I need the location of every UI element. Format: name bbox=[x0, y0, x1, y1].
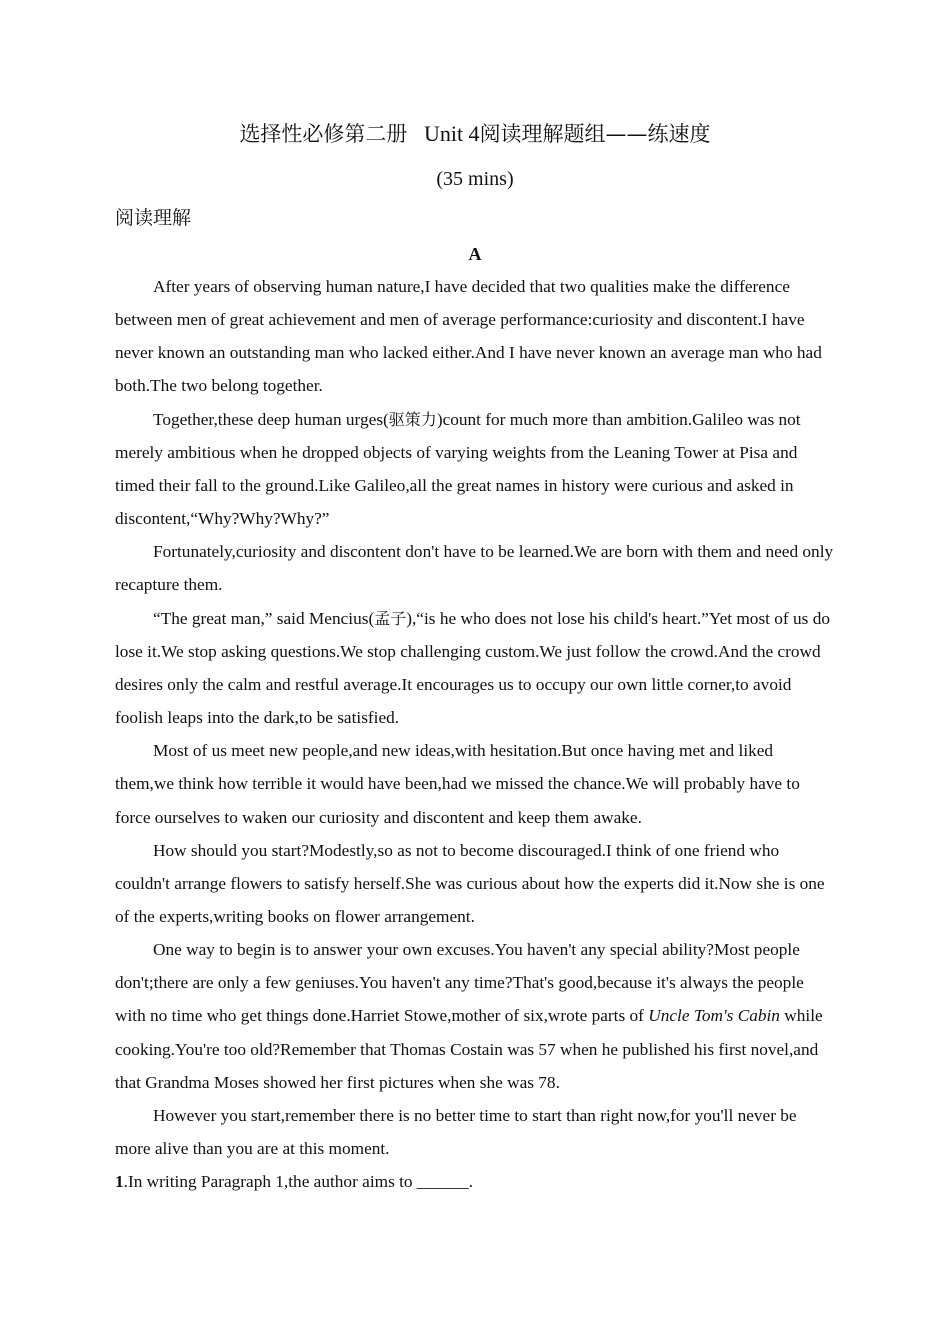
title-cn-suffix: 阅读理解题组——练速度 bbox=[479, 122, 711, 146]
page-title bbox=[0, 117, 950, 151]
gloss-cn: 驱策力 bbox=[388, 409, 437, 429]
book-title: Uncle Tom's Cabin bbox=[648, 1006, 780, 1026]
paragraph-2: Together,these deep human urges(驱策力)count for much more than ambition.Galileo was not merely ambitious when he dropped objects of varying weights from the Leaning Tower at Pisa and timed their fall to the ground.Like Galileo,all the great names in history were curious and asked in discontent,“Why?Why?Why?” bbox=[115, 409, 801, 529]
paragraph-8: However you start,remember there is no better time to start than right now,for you'll never be more alive than you are at this moment. bbox=[115, 1105, 797, 1159]
gloss-cn: 孟子 bbox=[374, 608, 407, 628]
question-1 bbox=[115, 1165, 835, 1198]
paragraph-1: After years of observing human nature,I have decided that two qualities make the difference between men of great achievement and men of average performance:curiosity and discontent.I have never known an outstanding man who lacked either.And I have never known an average man who had both.The two belong together. bbox=[115, 277, 822, 396]
title-unit: Unit 4 bbox=[423, 121, 480, 146]
passage-label: A bbox=[468, 244, 482, 264]
paragraph-4: “The great man,” said Mencius(孟子),“is he who does not lose his child's heart.”Yet most of us do lose it.We stop asking questions.We stop challenging custom.We just follow the crowd.And the crowd desires only the calm and restful average.It encourages us to occupy our own little corner,to avoid foolish leaps into the dark,to be satisfied. bbox=[115, 608, 830, 728]
paragraph-7: One way to begin is to answer your own excuses.You haven't any special ability?Most people don't;there are only a few geniuses.You haven't any time?That's good,because it's always the people with no time who get things done.Harriet Stowe,mother of six,wrote parts of Uncle Tom's Cabin while cooking.You're too old?Remember that Thomas Costain was 57 when he published his first novel,and that Grandma Moses showed her first pictures when she was 78. bbox=[115, 940, 823, 1092]
time-limit: (35 mins) bbox=[436, 168, 514, 190]
question-text: .In writing Paragraph 1,the author aims to ______. bbox=[123, 1172, 474, 1192]
paragraph-6: How should you start?Modestly,so as not to become discouraged.I think of one friend who couldn't arrange flowers to satisfy herself.She was curious about how the experts did it.Now she is one of the experts,writing books on flower arrangement. bbox=[115, 840, 825, 926]
paragraph-5: Most of us meet new people,and new ideas,with hesitation.But once having met and liked them,we think how terrible it would have been,had we missed the chance.We will probably have to force ourselves to waken our curiosity and discontent and keep them awake. bbox=[115, 741, 800, 827]
section-heading: 阅读理解 bbox=[115, 207, 192, 229]
paragraph-3: Fortunately,curiosity and discontent don't have to be learned.We are born with them and need only recapture them. bbox=[115, 542, 834, 595]
question-number: 1 bbox=[115, 1172, 124, 1192]
passage-body bbox=[115, 270, 835, 1198]
title-cn: 选择性必修第二册 bbox=[239, 122, 408, 146]
